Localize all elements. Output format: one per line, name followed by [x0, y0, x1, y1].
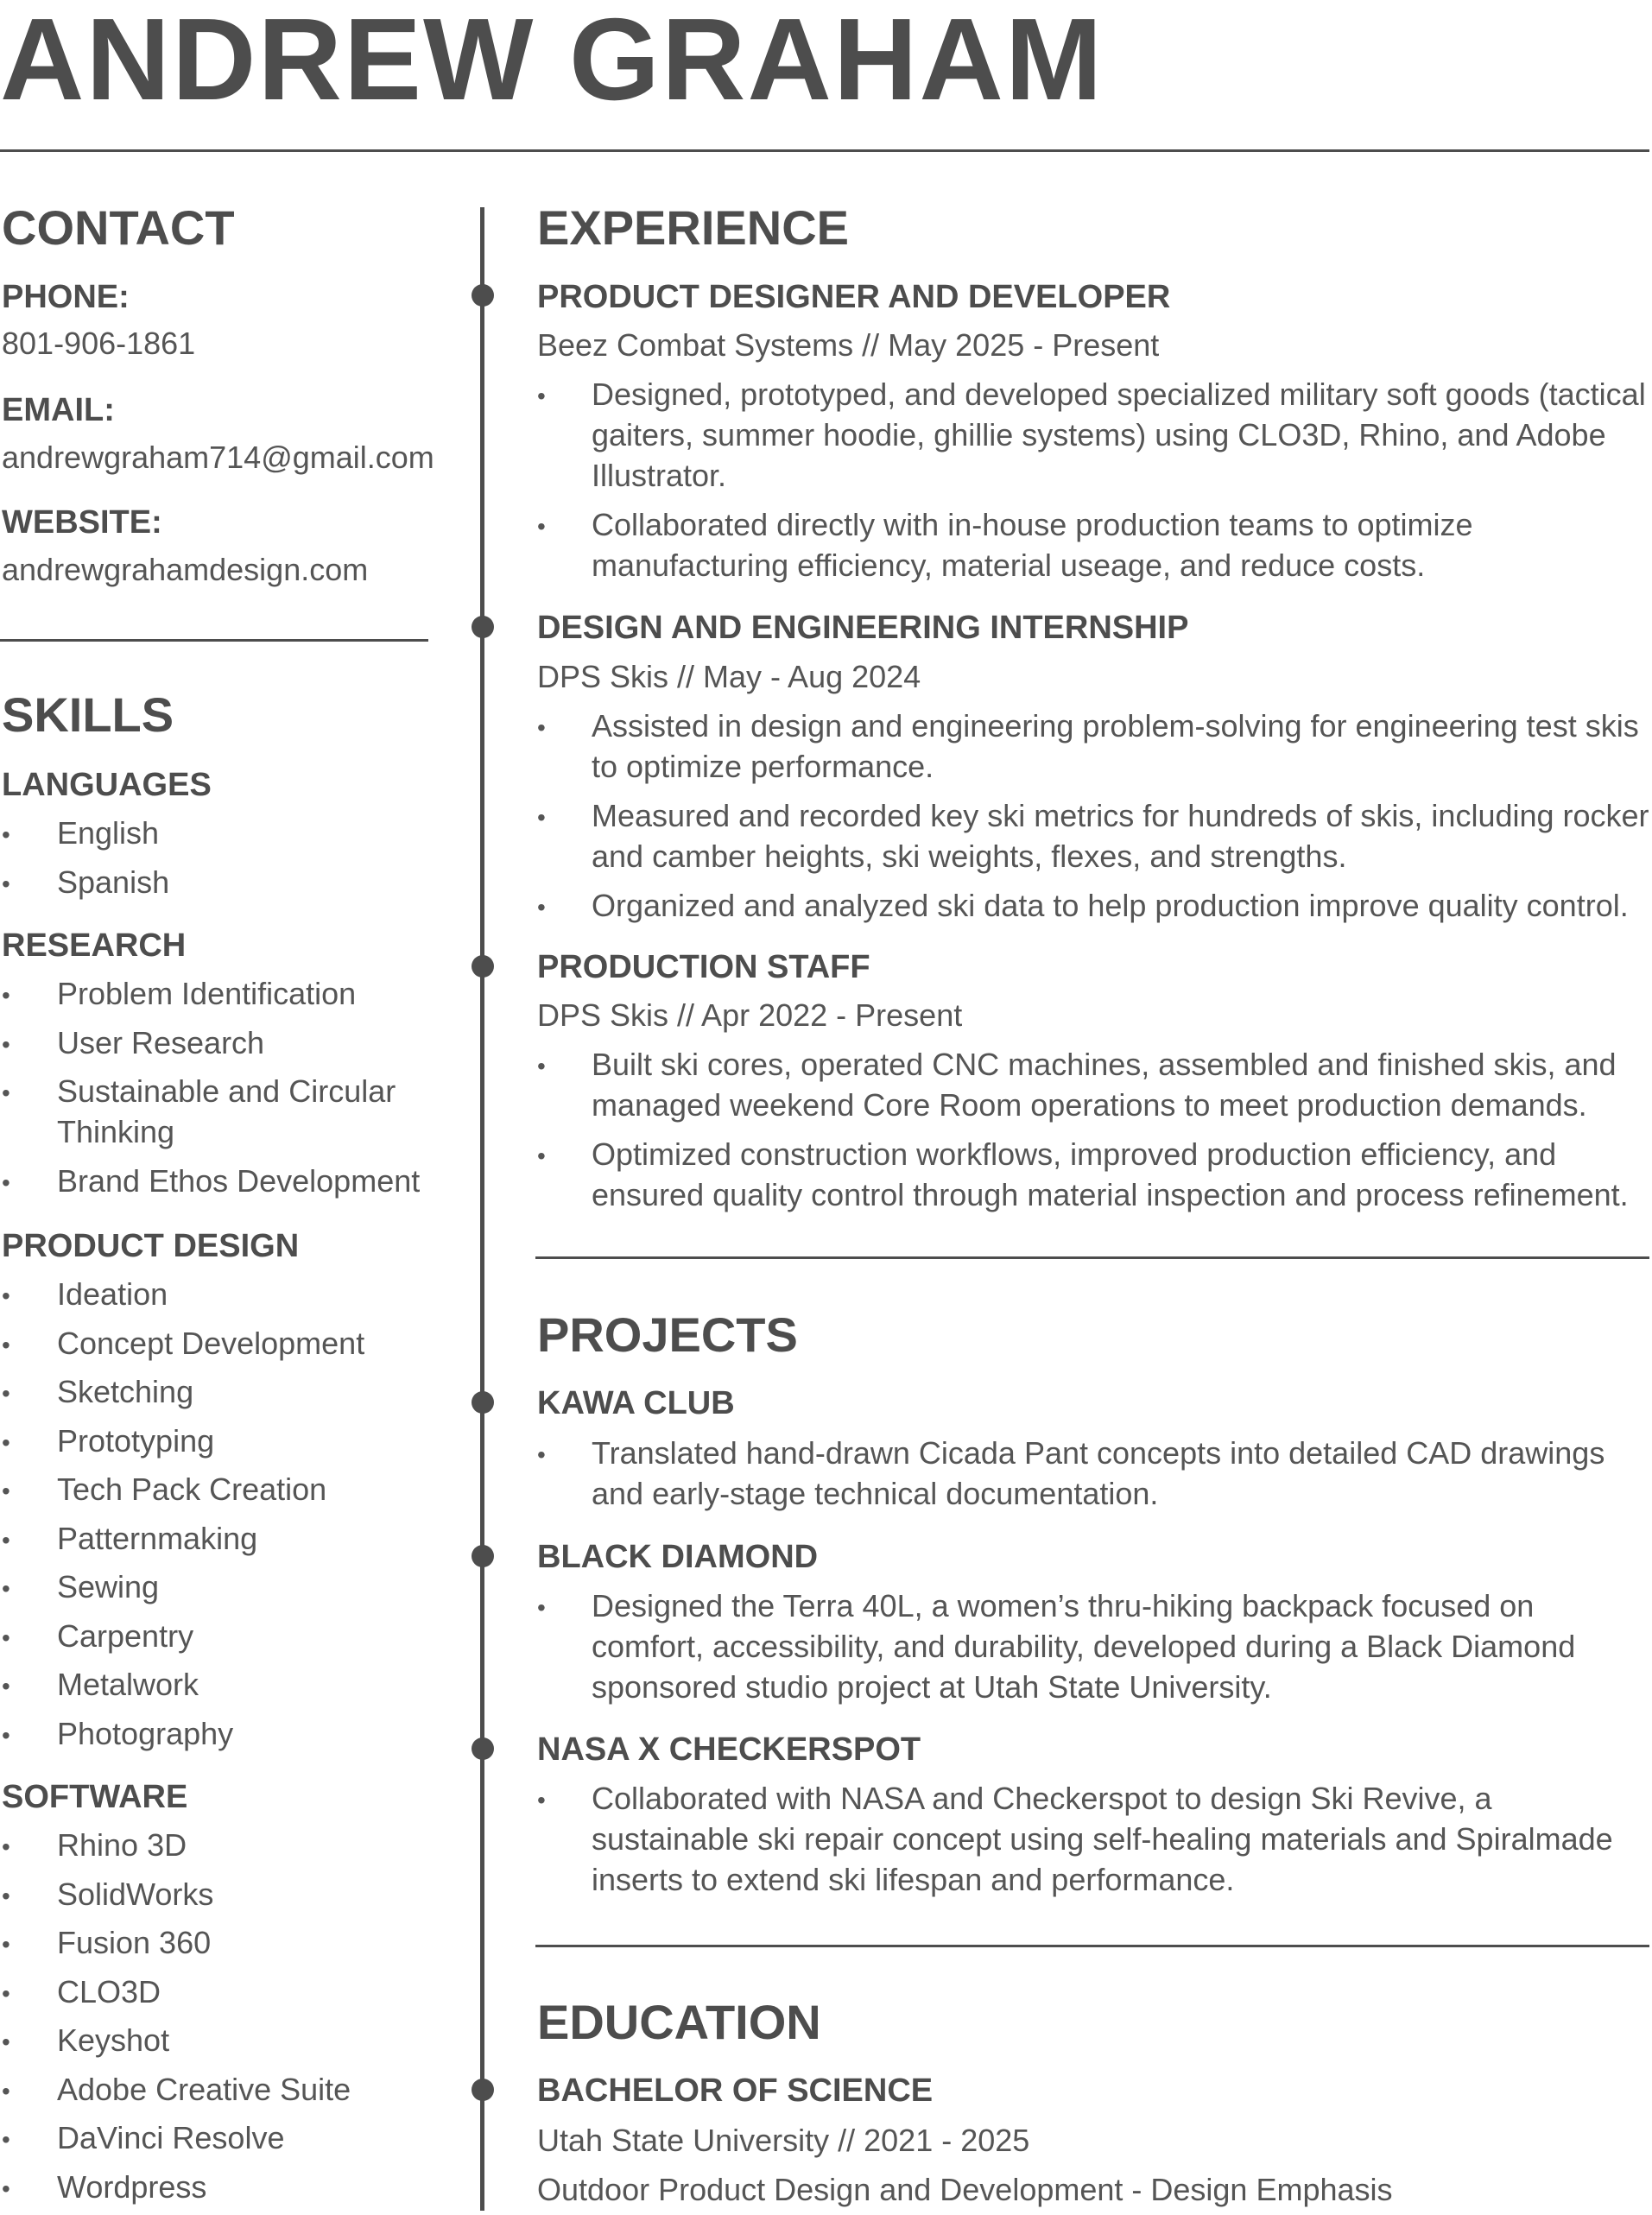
list-item: • Adobe Creative Suite: [2, 2069, 351, 2118]
project-bullets: [537, 1585, 1652, 1716]
projects-heading: PROJECTS: [537, 1311, 798, 1359]
list-item: • Built ski cores, operated CNC machines, assembled and finished skis, and managed weekend Core Room operations to meet production demands.: [537, 1044, 1652, 1125]
list-item: • Patternmaking: [2, 1518, 364, 1567]
list-item: • Collaborated directly with in-house production teams to optimize manufacturing efficiency, material useage, and reduce costs.: [537, 504, 1652, 585]
timeline-line: [480, 207, 484, 2211]
list-item: • DaVinci Resolve: [2, 2117, 351, 2167]
timeline-dot: [472, 284, 494, 307]
job-meta: Beez Combat Systems // May 2025 - Present: [537, 325, 1159, 365]
project-bullets: [537, 1433, 1652, 1522]
list-item: • Designed, prototyped, and developed specialized military soft goods (tactical gaiters, summer hoodie, ghillie systems) using CLO3D, Rhino, and Adobe Illustrator.: [537, 374, 1652, 496]
list-item: • Measured and recorded key ski metrics for hundreds of skis, including rocker and camber heights, ski weights, flexes, and strengths.: [537, 795, 1652, 877]
languages-list: [2, 813, 169, 910]
timeline-dot: [472, 1545, 494, 1567]
experience-heading: EXPERIENCE: [537, 204, 849, 252]
project-title: BLACK DIAMOND: [537, 1541, 818, 1573]
phone-value[interactable]: 801-906-1861: [2, 323, 195, 364]
list-item: • Fusion 360: [2, 1922, 351, 1971]
software-list: [2, 1825, 351, 2215]
list-item: • SolidWorks: [2, 1874, 351, 1923]
list-item: • Collaborated with NASA and Checkerspot to design Ski Revive, a sustainable ski repair concept using self-healing materials and Spiralmade inserts to extend ski lifespan and performance.: [537, 1778, 1652, 1900]
project-title: NASA X CHECKERSPOT: [537, 1733, 921, 1766]
email-value[interactable]: andrewgraham714@gmail.com: [2, 437, 434, 478]
list-item: • Carpentry: [2, 1616, 364, 1665]
project-title: KAWA CLUB: [537, 1387, 735, 1420]
header-divider: [0, 149, 1649, 152]
timeline-dot: [472, 1737, 494, 1760]
contact-divider: [0, 639, 428, 642]
job-title: DESIGN AND ENGINEERING INTERNSHIP: [537, 611, 1188, 644]
list-item: • Spanish: [2, 862, 169, 911]
list-item: • CLO3D: [2, 1971, 351, 2021]
product-design-heading: PRODUCT DESIGN: [2, 1230, 299, 1263]
job-title: PRODUCT DESIGNER AND DEVELOPER: [537, 281, 1170, 313]
experience-divider: [535, 1256, 1649, 1259]
research-list: [2, 973, 420, 1210]
job-meta: DPS Skis // May - Aug 2024: [537, 656, 921, 697]
list-item: • Ideation: [2, 1274, 364, 1323]
list-item: • Sewing: [2, 1566, 364, 1616]
list-item: • Photography: [2, 1713, 364, 1763]
list-item: • Prototyping: [2, 1421, 364, 1470]
job-title: PRODUCTION STAFF: [537, 951, 870, 984]
timeline-dot: [472, 616, 494, 638]
list-item: • Rhino 3D: [2, 1825, 351, 1874]
website-value[interactable]: andrewgrahamdesign.com: [2, 549, 368, 590]
list-item: • Optimized construction workflows, improved production efficiency, and ensured quality control through material inspection and process refinement.: [537, 1134, 1652, 1215]
list-item: • Designed the Terra 40L, a women’s thru-hiking backpack focused on comfort, accessibility, and durability, developed during a Black Diamond sponsored studio project at Utah State University.: [537, 1585, 1652, 1707]
product-design-list: [2, 1274, 364, 1762]
list-item: • Concept Development: [2, 1323, 364, 1372]
languages-heading: LANGUAGES: [2, 769, 212, 801]
list-item: • Brand Ethos Development: [2, 1161, 420, 1210]
job-bullets: [537, 706, 1652, 934]
timeline-dot: [472, 955, 494, 978]
timeline-dot: [472, 2079, 494, 2101]
list-item: • User Research: [2, 1022, 420, 1072]
job-bullets: [537, 374, 1652, 594]
job-bullets: [537, 1044, 1652, 1224]
contact-heading: CONTACT: [2, 204, 235, 252]
software-heading: SOFTWARE: [2, 1781, 187, 1813]
website-label: WEBSITE:: [2, 506, 162, 539]
research-heading: RESEARCH: [2, 929, 186, 962]
list-item: • English: [2, 813, 169, 862]
list-item: • Assisted in design and engineering problem-solving for engineering test skis to optimize performance.: [537, 706, 1652, 787]
education-program: Outdoor Product Design and Development - Design Emphasis: [537, 2169, 1393, 2210]
degree-title: BACHELOR OF SCIENCE: [537, 2074, 933, 2107]
list-item: • Problem Identification: [2, 973, 420, 1022]
list-item: • Wordpress: [2, 2167, 351, 2215]
education-school: Utah State University // 2021 - 2025: [537, 2120, 1029, 2161]
phone-label: PHONE:: [2, 281, 130, 313]
education-heading: EDUCATION: [537, 1998, 821, 2047]
job-meta: DPS Skis // Apr 2022 - Present: [537, 995, 962, 1035]
timeline-dot: [472, 1391, 494, 1414]
list-item: • Metalwork: [2, 1664, 364, 1713]
skills-heading: SKILLS: [2, 691, 174, 739]
list-item: • Keyshot: [2, 2020, 351, 2069]
resume-name: ANDREW GRAHAM: [0, 0, 1104, 130]
project-bullets: [537, 1778, 1652, 1908]
list-item: • Sketching: [2, 1371, 364, 1421]
list-item: • Organized and analyzed ski data to help production improve quality control.: [537, 885, 1652, 926]
list-item: • Translated hand-drawn Cicada Pant concepts into detailed CAD drawings and early-stage technical documentation.: [537, 1433, 1652, 1514]
email-label: EMAIL:: [2, 394, 115, 427]
projects-divider: [535, 1945, 1649, 1947]
list-item: • Tech Pack Creation: [2, 1469, 364, 1518]
list-item: • Sustainable and Circular Thinking: [2, 1071, 402, 1161]
